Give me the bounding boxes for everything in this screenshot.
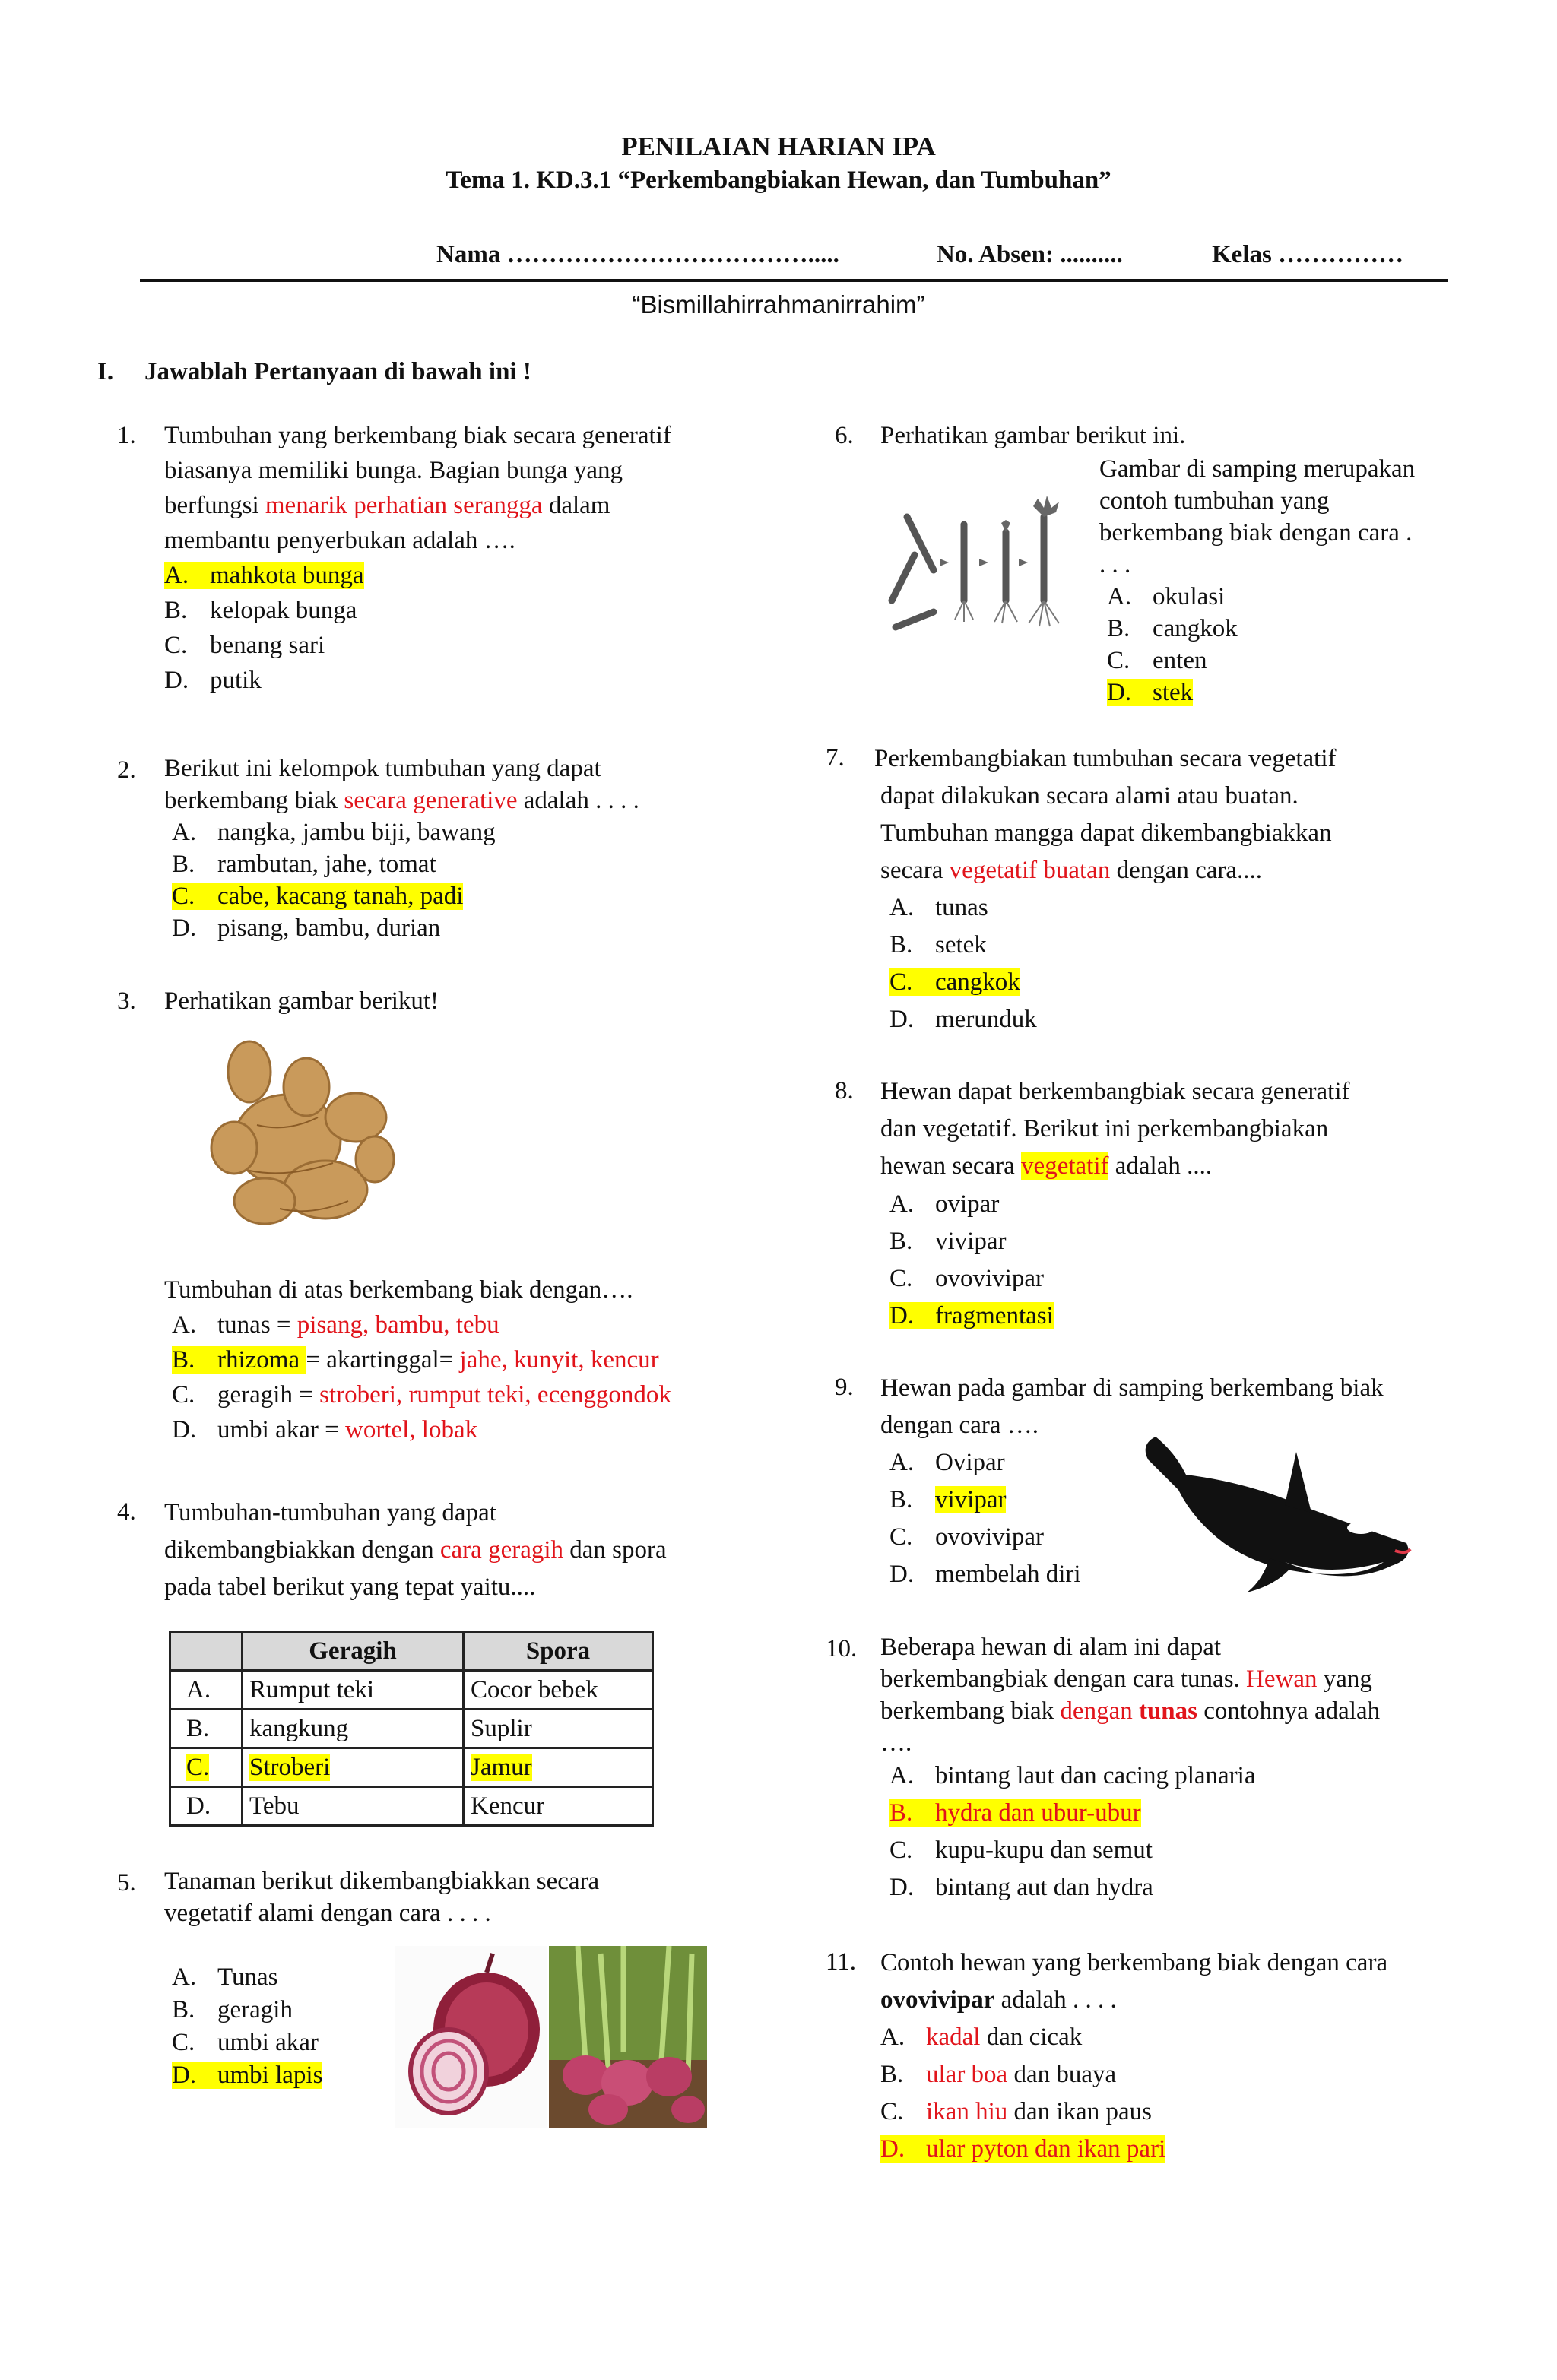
q9-line1: Hewan pada gambar di samping berkembang biak: [880, 1374, 1384, 1402]
q6-side-text: [1099, 453, 1415, 581]
q9-key-a: A.: [889, 1449, 915, 1476]
q4-table: [169, 1631, 654, 1827]
q1-key-c: C.: [164, 632, 188, 659]
q6-key-b: B.: [1107, 615, 1130, 642]
q8-answer: fragmentasi: [935, 1302, 1054, 1329]
q1-text-d: putik: [210, 667, 262, 694]
q6-side3: berkembang biak dengan cara .: [1099, 519, 1413, 547]
q6-prompt: Perhatikan gambar berikut ini.: [880, 422, 1186, 449]
q5-number: 5.: [117, 1869, 136, 1897]
table-header-geragih: Geragih: [243, 1632, 464, 1671]
q2-option-c: [172, 880, 496, 912]
q2-text: [164, 753, 639, 816]
page-subtitle: Tema 1. KD.3.1 “Perkembangbiakan Hewan, dan Tumbuhan”: [446, 166, 1111, 194]
q3-option-c: [172, 1377, 671, 1412]
q4-line2c: dan spora: [563, 1536, 667, 1564]
q10-key-d: D.: [889, 1874, 915, 1901]
q9-option-d: [889, 1556, 1081, 1593]
table-cell-spora: [464, 1748, 653, 1787]
q11-line1: Contoh hewan yang berkembang biak dengan cara: [880, 1949, 1388, 1976]
q1-keyword: menarik perhatian serangga: [265, 492, 543, 519]
q8-key-a: A.: [889, 1190, 915, 1218]
table-cell-key: D.: [170, 1787, 243, 1826]
q5-text-c: umbi akar: [217, 2029, 319, 2056]
q5-line1: Tanaman berikut dikembangbiakkan secara: [164, 1868, 600, 1895]
q9-line2: dengan cara ….: [880, 1412, 1039, 1439]
bismillah: “Bismillahirrahmanirrahim”: [632, 290, 925, 318]
q6-option-b: [1107, 613, 1238, 645]
table-cell-key: [170, 1748, 243, 1787]
q11-key-a: A.: [880, 2023, 905, 2051]
q10-text: [880, 1631, 1380, 1759]
q10-text-c: kupu-kupu dan semut: [935, 1836, 1153, 1864]
q7-line4c: dengan cara....: [1110, 857, 1263, 884]
q3-example-d: wortel, lobak: [344, 1416, 478, 1444]
q7-options: [889, 889, 1037, 1038]
q9-text-a: Ovipar: [935, 1449, 1005, 1476]
q5-options: [172, 1961, 322, 2092]
q4-line2a: dikembangbiakkan dengan: [164, 1536, 440, 1564]
q10-line1: Beberapa hewan di alam ini dapat: [880, 1634, 1222, 1661]
q6-key-c: C.: [1107, 647, 1130, 674]
q4-line2: [164, 1532, 667, 1569]
q5-key-d: D.: [172, 2062, 197, 2089]
q5-key-a: A.: [172, 1963, 197, 1991]
table-cell-spora: Kencur: [464, 1787, 653, 1826]
table-header-spora: Spora: [464, 1632, 653, 1671]
q2-number: 2.: [117, 756, 136, 784]
q1-line3a: berfungsi: [164, 492, 265, 519]
q8-key-c: C.: [889, 1265, 913, 1292]
q10-option-b: [889, 1795, 1256, 1832]
q10-answer: hydra dan ubur-ubur: [935, 1799, 1141, 1827]
q2-keyword: secara generative: [344, 787, 518, 814]
q10-key-b: B.: [889, 1799, 913, 1827]
q8-option-a: [889, 1186, 1054, 1223]
q3-key-b: B.: [172, 1346, 195, 1374]
q6-option-d: [1107, 677, 1238, 708]
q8-number: 8.: [835, 1077, 854, 1104]
q5-key-b: B.: [172, 1996, 195, 2023]
q3-key-c: C.: [172, 1381, 195, 1409]
kelas-field: Kelas ……………: [1212, 241, 1404, 268]
q8-text-a: ovipar: [935, 1190, 1000, 1218]
table-row: [170, 1710, 653, 1748]
q3-number: 3.: [117, 987, 136, 1015]
q11-option-b: [880, 2056, 1165, 2093]
q7-keyword: vegetatif buatan: [949, 857, 1111, 884]
q2-line2a: berkembang biak: [164, 787, 344, 814]
q11-key-c: C.: [880, 2098, 904, 2125]
q11-line2: [880, 1982, 1387, 2019]
q6-key-a: A.: [1107, 583, 1132, 610]
q9-text-d: membelah diri: [935, 1561, 1081, 1588]
q3-answer: rhizoma: [217, 1346, 306, 1374]
q7-line4a: secara: [880, 857, 950, 884]
q5-key-c: C.: [172, 2029, 195, 2056]
q6-side4: . . .: [1099, 551, 1131, 578]
q1-line3c: dalam: [542, 492, 610, 519]
q2-option-b: [172, 848, 496, 880]
q10-keyword1: Hewan: [1246, 1665, 1318, 1693]
q8-line3c: adalah ....: [1108, 1152, 1213, 1180]
q3-key-a: A.: [172, 1311, 197, 1339]
header-rule: [140, 279, 1448, 282]
q8-key-d: D.: [889, 1302, 915, 1329]
q9-option-b: [889, 1482, 1081, 1519]
q7-option-c: [889, 964, 1037, 1001]
absen-field: No. Absen: ..........: [937, 241, 1123, 268]
q10-options: [889, 1757, 1256, 1906]
q5-option-b: [172, 1994, 322, 2027]
q10-line2a: berkembangbiak dengan cara tunas.: [880, 1665, 1247, 1693]
q6-text-b: cangkok: [1153, 615, 1238, 642]
q2-options: [172, 816, 496, 944]
q7-key-b: B.: [889, 931, 913, 959]
q8-option-c: [889, 1260, 1054, 1298]
table-header-empty: [170, 1632, 243, 1671]
name-field: Nama ……………………………….....: [436, 241, 839, 268]
q4-text: [164, 1494, 667, 1606]
q8-line3: [880, 1148, 1350, 1185]
q6-side2: contoh tumbuhan yang: [1099, 487, 1330, 515]
q1-key-b: B.: [164, 597, 188, 624]
q6-option-a: [1107, 581, 1238, 613]
q10-key-a: A.: [889, 1762, 915, 1789]
table-cell-geragih: kangkung: [243, 1710, 464, 1748]
q7-key-d: D.: [889, 1006, 915, 1033]
q10-text-d: bintang aut dan hydra: [935, 1874, 1153, 1901]
section-number: I.: [97, 358, 114, 385]
q7-text: [874, 740, 1337, 889]
table-row-answer: [170, 1748, 653, 1787]
q2-line2: [164, 784, 639, 816]
q5-option-c: [172, 2027, 322, 2059]
q6-side1: Gambar di samping merupakan: [1099, 455, 1416, 483]
q9-option-a: [889, 1444, 1081, 1482]
q10-key-c: C.: [889, 1836, 913, 1864]
table-cell-key: B.: [170, 1710, 243, 1748]
q10-text-a: bintang laut dan cacing planaria: [935, 1762, 1256, 1789]
q7-line3: Tumbuhan mangga dapat dikembangbiakkan: [880, 819, 1332, 847]
q3-question: Tumbuhan di atas berkembang biak dengan….: [164, 1276, 633, 1304]
q3-text-b: = akartinggal=: [306, 1346, 460, 1374]
q5-text-b: geragih: [217, 1996, 293, 2023]
q3-text-a: tunas =: [217, 1311, 297, 1339]
q2-line1: Berikut ini kelompok tumbuhan yang dapat: [164, 755, 601, 782]
q9-option-c: [889, 1519, 1081, 1556]
table-row: [170, 1787, 653, 1826]
stek-image: [873, 486, 1070, 639]
q2-text-b: rambutan, jahe, tomat: [217, 851, 436, 878]
q3-example-a: pisang, bambu, tebu: [296, 1311, 499, 1339]
q10-option-a: [889, 1757, 1256, 1795]
q10-line3a: berkembang biak: [880, 1697, 1061, 1725]
table-cell-key: A.: [170, 1671, 243, 1710]
q3-prompt: Perhatikan gambar berikut!: [164, 987, 439, 1015]
page-title: PENILAIAN HARIAN IPA: [621, 132, 936, 161]
q7-line2: dapat dilakukan secara alami atau buatan.: [880, 782, 1299, 810]
q6-key-d: D.: [1107, 679, 1132, 706]
q9-key-d: D.: [889, 1561, 915, 1588]
q10-keyword3: tunas: [1138, 1697, 1198, 1725]
table-cell-spora: Cocor bebek: [464, 1671, 653, 1710]
onion-image: [395, 1946, 707, 2128]
q11-red-b: ular boa: [926, 2061, 1008, 2088]
q2-line2c: adalah . . . .: [517, 787, 639, 814]
q6-answer: stek: [1153, 679, 1194, 706]
q11-number: 11.: [826, 1948, 857, 1976]
q11-line2b: adalah . . . .: [994, 1986, 1117, 2014]
q1-text-b: kelopak bunga: [210, 597, 357, 624]
q9-key-b: B.: [889, 1486, 913, 1513]
q10-option-d: [889, 1869, 1256, 1906]
q2-option-d: [172, 912, 496, 944]
q4-number: 4.: [117, 1498, 136, 1526]
q11-text-c: dan ikan paus: [1007, 2098, 1152, 2125]
q10-keyword2: dengan: [1060, 1697, 1139, 1725]
q7-key-a: A.: [889, 894, 915, 921]
q9-key-c: C.: [889, 1523, 913, 1551]
q8-text-c: ovovivipar: [935, 1265, 1044, 1292]
q4-line3: pada tabel berikut yang tepat yaitu....: [164, 1573, 536, 1601]
q11-red-a: kadal: [926, 2023, 981, 2051]
ginger-image: [204, 1026, 403, 1239]
q1-text: [164, 418, 671, 698]
q10-option-c: [889, 1832, 1256, 1869]
table-answer-geragih: Stroberi: [249, 1753, 331, 1781]
q2-key-d: D.: [172, 914, 197, 942]
q5-answer: umbi lapis: [217, 2062, 323, 2089]
q1-option-d: [164, 663, 671, 698]
q11-red-c: ikan hiu: [926, 2098, 1008, 2125]
q1-option-a: [164, 558, 671, 593]
q3-options: [172, 1307, 671, 1447]
q11-keyword: ovovivipar: [880, 1986, 995, 2014]
q3-example-c: stroberi, rumput teki, ecenggondok: [319, 1381, 671, 1409]
q1-key-a: A.: [164, 562, 189, 589]
table-answer-spora: Jamur: [471, 1753, 532, 1781]
q7-text-d: merunduk: [935, 1006, 1037, 1033]
q1-number: 1.: [117, 422, 136, 449]
q8-keyword: vegetatif: [1021, 1152, 1109, 1180]
q8-line2: dan vegetatif. Berikut ini perkembangbiakan: [880, 1115, 1329, 1142]
q11-text: [880, 1944, 1387, 2019]
table-answer-key: C.: [186, 1753, 210, 1781]
q11-option-d: [880, 2131, 1165, 2168]
q3-option-a: [172, 1307, 671, 1342]
q4-keyword: cara geragih: [439, 1536, 564, 1564]
q8-key-b: B.: [889, 1228, 913, 1255]
q8-option-b: [889, 1223, 1054, 1260]
q3-key-d: D.: [172, 1416, 197, 1444]
q10-line3: [880, 1695, 1380, 1727]
q1-text-c: benang sari: [210, 632, 325, 659]
q8-line1: Hewan dapat berkembangbiak secara generatif: [880, 1078, 1350, 1105]
q6-text-c: enten: [1153, 647, 1207, 674]
q9-options: [889, 1444, 1081, 1593]
orca-image: [1133, 1429, 1422, 1596]
q2-text-d: pisang, bambu, durian: [217, 914, 441, 942]
q7-text-b: setek: [935, 931, 987, 959]
q8-options: [889, 1186, 1054, 1335]
q11-text-b: dan buaya: [1007, 2061, 1117, 2088]
q8-option-d: [889, 1298, 1054, 1335]
table-cell-geragih: [243, 1748, 464, 1787]
q1-line2: biasanya memiliki bunga. Bagian bunga yang: [164, 457, 623, 484]
q2-option-a: [172, 816, 496, 848]
q5-option-d: [172, 2059, 322, 2092]
q1-option-b: [164, 593, 671, 628]
q2-key-c: C.: [172, 883, 195, 910]
q1-option-c: [164, 628, 671, 663]
q4-line1: Tumbuhan-tumbuhan yang dapat: [164, 1499, 496, 1526]
q11-key-d: D.: [880, 2135, 905, 2163]
q9-answer: vivipar: [935, 1486, 1007, 1513]
q5-option-a: [172, 1961, 322, 1994]
q2-answer: cabe, kacang tanah, padi: [217, 883, 464, 910]
table-row: [170, 1671, 653, 1710]
q2-key-b: B.: [172, 851, 195, 878]
q3-text-c: geragih =: [217, 1381, 320, 1409]
q9-number: 9.: [835, 1374, 854, 1401]
q3-example-b: jahe, kunyit, kencur: [459, 1346, 659, 1374]
q8-line3a: hewan secara: [880, 1152, 1022, 1180]
q9-text-c: ovovivipar: [935, 1523, 1044, 1551]
q11-key-b: B.: [880, 2061, 904, 2088]
q3-option-b: [172, 1342, 671, 1377]
q3-text-d: umbi akar =: [217, 1416, 345, 1444]
q7-text-a: tunas: [935, 894, 988, 921]
q1-line4: membantu penyerbukan adalah ….: [164, 527, 515, 554]
q1-answer: mahkota bunga: [210, 562, 364, 589]
table-cell-geragih: Tebu: [243, 1787, 464, 1826]
q10-line3d: contohnya adalah: [1197, 1697, 1381, 1725]
q1-key-d: D.: [164, 667, 189, 694]
q7-answer: cangkok: [935, 968, 1020, 996]
q1-line3: [164, 488, 671, 523]
q10-number: 10.: [826, 1635, 858, 1662]
q7-option-a: [889, 889, 1037, 927]
q7-key-c: C.: [889, 968, 913, 996]
q7-option-d: [889, 1001, 1037, 1038]
q5-text-a: Tunas: [217, 1963, 278, 1991]
table-header-row: [170, 1632, 653, 1671]
q1-line1: Tumbuhan yang berkembang biak secara generatif: [164, 422, 671, 449]
q5-line2: vegetatif alami dengan cara . . . .: [164, 1900, 491, 1927]
q11-text-a: dan cicak: [980, 2023, 1083, 2051]
q8-text: [880, 1073, 1350, 1185]
q8-text-b: vivipar: [935, 1228, 1007, 1255]
q6-text-a: okulasi: [1153, 583, 1226, 610]
table-cell-geragih: Rumput teki: [243, 1671, 464, 1710]
q11-option-a: [880, 2019, 1165, 2056]
q6-number: 6.: [835, 422, 854, 449]
q11-answer: ular pyton dan ikan pari: [926, 2135, 1166, 2163]
q11-option-c: [880, 2093, 1165, 2131]
q10-line2c: yang: [1317, 1665, 1372, 1693]
q11-options: [880, 2019, 1165, 2168]
q10-line2: [880, 1663, 1380, 1695]
q7-option-b: [889, 927, 1037, 964]
q7-line1: Perkembangbiakan tumbuhan secara vegetatif: [874, 745, 1337, 772]
q10-line4: ….: [880, 1729, 912, 1757]
q5-text: [164, 1865, 599, 1929]
q3-option-d: [172, 1412, 671, 1447]
q7-line4: [874, 852, 1337, 889]
q6-options: [1107, 581, 1238, 708]
section-label: Jawablah Pertanyaan di bawah ini !: [144, 358, 531, 385]
q2-key-a: A.: [172, 819, 197, 846]
q7-number: 7.: [826, 744, 845, 772]
table-cell-spora: Suplir: [464, 1710, 653, 1748]
q2-text-a: nangka, jambu biji, bawang: [217, 819, 496, 846]
q6-option-c: [1107, 645, 1238, 677]
